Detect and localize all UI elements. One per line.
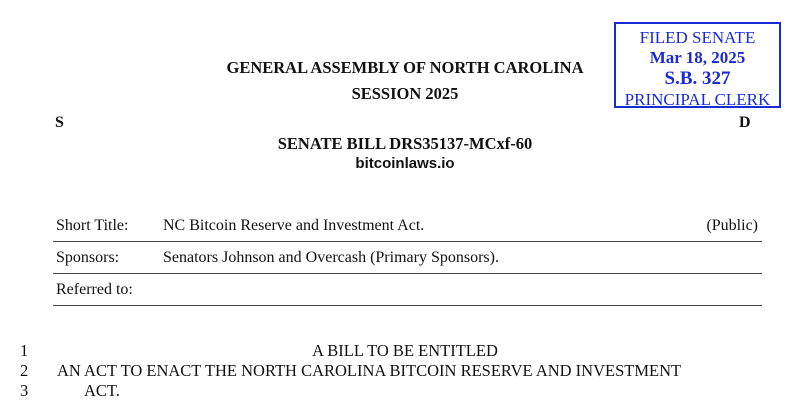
bill-meta-table: [53, 210, 762, 306]
stamp-date: Mar 18, 2025: [649, 48, 746, 67]
source-watermark: bitcoinlaws.io: [355, 155, 455, 172]
bill-heading: A BILL TO BE ENTITLED: [312, 341, 498, 360]
public-tag: (Public): [706, 217, 758, 234]
line-number: 2: [20, 361, 29, 380]
assembly-title: GENERAL ASSEMBLY OF NORTH CAROLINA: [226, 58, 584, 77]
line-number: 1: [20, 341, 29, 360]
sponsors-row: [53, 242, 762, 274]
stamp-filed-label: FILED SENATE: [639, 28, 756, 47]
sponsors-label: Sponsors:: [56, 249, 120, 266]
chamber-code-right: D: [739, 114, 751, 131]
bill-line: [0, 361, 800, 381]
bill-line: [0, 381, 800, 401]
short-title-value: NC Bitcoin Reserve and Investment Act.: [163, 217, 425, 234]
bill-number-title: SENATE BILL DRS35137-MCxf-60: [277, 134, 533, 153]
bill-line-text: ACT.: [84, 381, 120, 400]
sponsors-value: Senators Johnson and Overcash (Primary Sponsors).: [163, 249, 499, 266]
referred-to-row: [53, 274, 762, 306]
bill-line-text: AN ACT TO ENACT THE NORTH CAROLINA BITCOIN RESERVE AND INVESTMENT: [57, 361, 682, 380]
referred-to-label: Referred to:: [56, 281, 133, 298]
line-number: 3: [20, 381, 29, 400]
bill-line: [0, 341, 800, 361]
stamp-clerk: PRINCIPAL CLERK: [624, 90, 771, 109]
chamber-code-left: S: [55, 114, 64, 131]
short-title-label: Short Title:: [56, 217, 129, 234]
short-title-row: [53, 210, 762, 242]
stamp-bill-number: S.B. 327: [664, 68, 731, 89]
session-title: SESSION 2025: [351, 84, 459, 103]
